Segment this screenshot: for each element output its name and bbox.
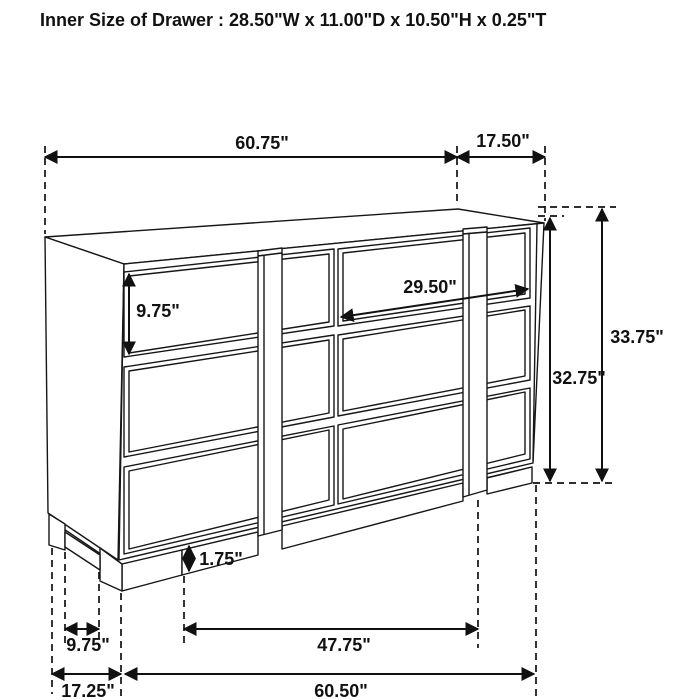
- top-width-label: 60.75": [235, 133, 289, 153]
- left-side-panel: [45, 237, 124, 560]
- base-height-label: 1.75": [199, 549, 243, 569]
- bottom-depth-label: 17.25": [61, 681, 115, 700]
- leg-spacing-label: 9.75": [66, 635, 110, 655]
- overall-height-label: 33.75": [610, 327, 664, 347]
- drawer-inner-size-title: Inner Size of Drawer : 28.50"W x 11.00"D x 10.50"H x 0.25"T: [40, 10, 547, 30]
- top-depth-label: 17.50": [476, 131, 530, 151]
- dresser-drawing: [45, 209, 544, 591]
- right-pillar: [463, 232, 487, 497]
- bottom-width-label: 60.50": [314, 681, 368, 700]
- drawer-height-label: 9.75": [136, 301, 180, 321]
- drawer-width-label: 29.50": [403, 277, 457, 297]
- base-width-label: 47.75": [317, 635, 371, 655]
- case-height-label: 32.75": [552, 368, 606, 388]
- center-pillar: [258, 253, 282, 536]
